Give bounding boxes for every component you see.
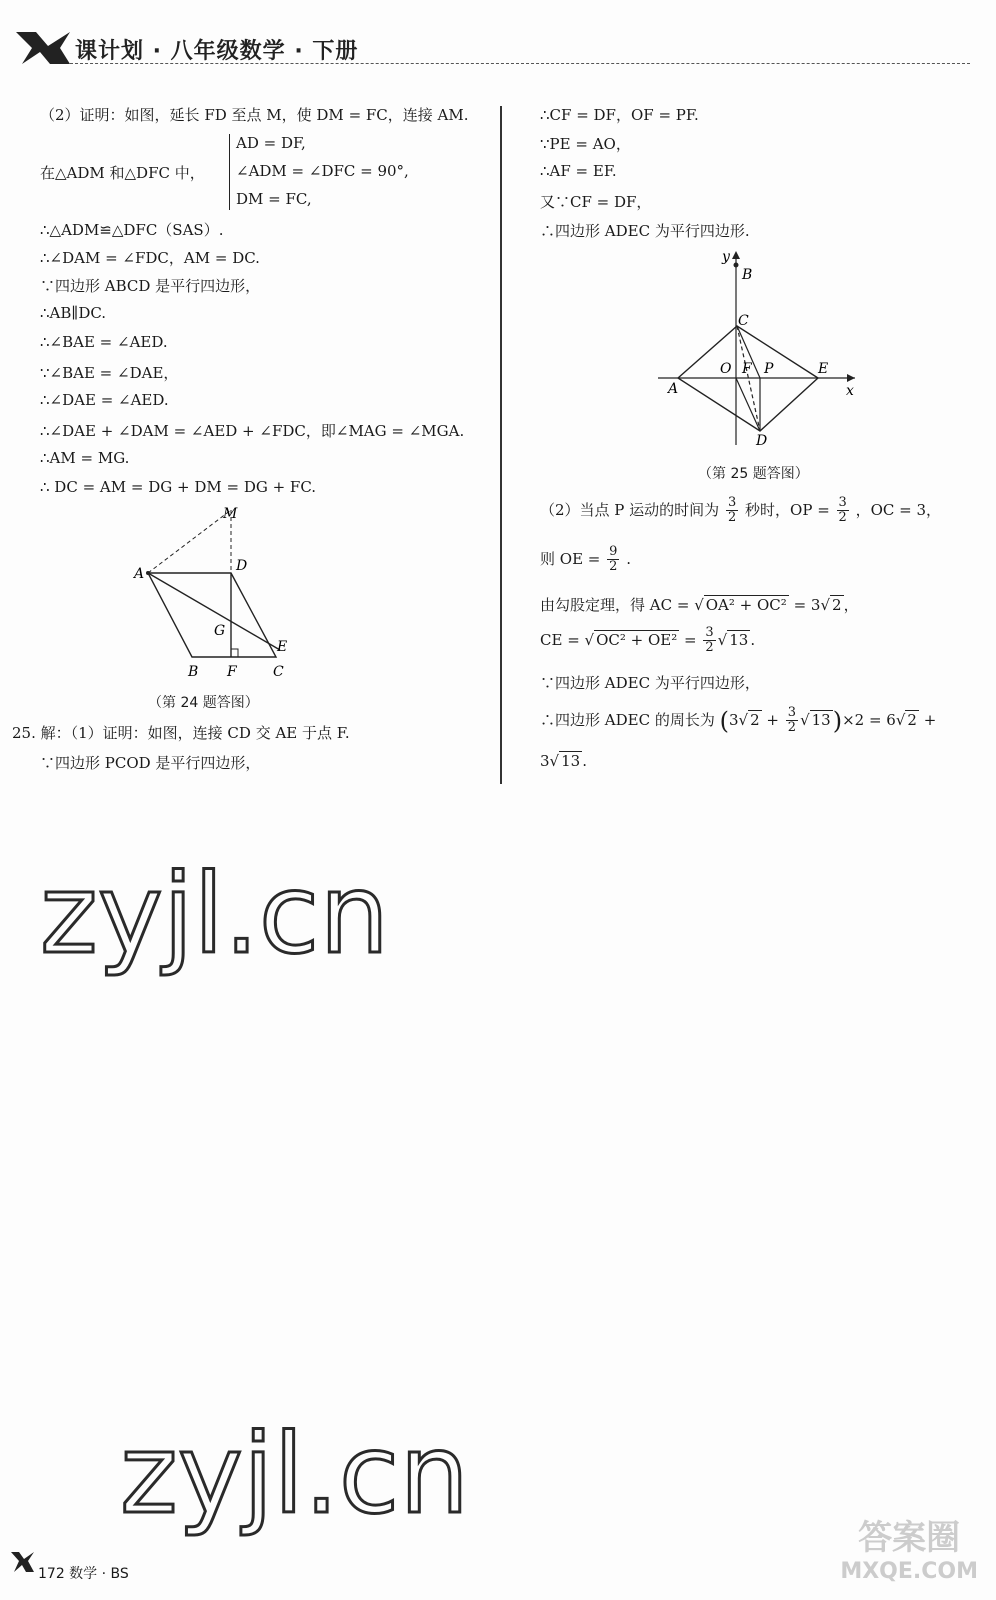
text: （2）当点 P 运动的时间为 <box>540 500 720 519</box>
text: . <box>750 630 756 649</box>
pythagoras-line: 由勾股定理，得 AC = √ OA² + OC² = 3√ 2 ， <box>540 596 859 614</box>
proof-line: ∵∠BAE = ∠DAE， <box>40 364 179 382</box>
text: . <box>582 752 587 770</box>
numerator: 3 <box>838 495 847 510</box>
corner-watermark <box>840 1510 978 1584</box>
fraction-three-halves <box>703 626 715 656</box>
proof-line: ∴AB∥DC. <box>40 304 107 322</box>
label-C: C <box>738 313 749 329</box>
page-header <box>0 0 996 100</box>
text: 秒时，OP = <box>745 500 830 519</box>
book-title: 课计划 · 八年级数学 · 下册 <box>75 39 359 64</box>
label-B: B <box>188 664 199 680</box>
proof-line: ∴四边形 ADEC 为平行四边形. <box>540 222 750 240</box>
figure-25-diagram <box>650 245 870 455</box>
proof-line: ∵四边形 ADEC 为平行四边形， <box>540 674 760 692</box>
question-25-heading: 25. 解：（1）证明：如图，连接 CD 交 AE 于点 F. <box>12 724 350 742</box>
numerator: 9 <box>609 544 618 559</box>
label-M: M <box>223 506 238 522</box>
label-G: G <box>214 623 226 639</box>
text: . <box>626 549 631 568</box>
radicand: OA² + OC² <box>705 596 787 614</box>
denominator: 2 <box>609 559 618 575</box>
proof-line: ∵四边形 PCOD 是平行四边形， <box>40 754 261 772</box>
denominator: 2 <box>838 510 847 526</box>
text: = 3 <box>793 596 821 614</box>
proof-line: ∴CF = DF，OF = PF. <box>540 106 699 124</box>
numerator: 3 <box>727 495 737 510</box>
numerator: 3 <box>787 705 797 720</box>
text: 3 <box>728 710 739 729</box>
page-number: 172 数学 · BS <box>38 1566 129 1582</box>
proof-line: ∴∠BAE = ∠AED. <box>40 333 168 351</box>
label-A: A <box>668 381 679 397</box>
perimeter-line-cont: 3√ 13 . <box>540 752 587 770</box>
radicand: 2 <box>750 710 760 729</box>
label-P: P <box>764 361 774 377</box>
column-divider <box>500 106 502 784</box>
header-divider <box>70 63 970 64</box>
proof-line: ∵四边形 ABCD 是平行四边形， <box>40 277 261 295</box>
label-y: y <box>722 249 730 265</box>
text: 3 <box>540 752 550 770</box>
figure-25-caption: （第 25 题答图） <box>698 466 809 482</box>
text: ×2 = 6 <box>842 710 896 729</box>
numerator: 3 <box>705 625 714 640</box>
text: + <box>923 710 937 729</box>
text: 由勾股定理，得 AC = <box>540 596 690 614</box>
text: ∴四边形 ADEC 的周长为 <box>540 710 715 729</box>
radicand: 13 <box>811 710 831 729</box>
text: + <box>766 710 779 729</box>
radicand: 13 <box>561 752 581 770</box>
paren-open: ( <box>719 706 729 735</box>
proof-line: ∴AM = MG. <box>40 449 130 467</box>
label-F: F <box>742 361 752 377</box>
proof-line: ∴∠DAM = ∠FDC，AM = DC. <box>40 249 260 267</box>
denominator: 2 <box>727 510 737 526</box>
perimeter-line: ∴四边形 ADEC 的周长为 (3√ 2 + $\frac{3}{2}$ √ 13)×2 = 6√ 2 + <box>540 705 937 736</box>
radicand: 13 <box>729 630 749 649</box>
label-B: B <box>742 267 753 283</box>
oe-line <box>540 545 631 575</box>
fraction-three-halves <box>786 706 798 736</box>
label-D: D <box>236 558 248 574</box>
label-D: D <box>756 433 768 449</box>
label-A: A <box>134 566 145 582</box>
label-E: E <box>818 361 829 377</box>
corner-watermark-main: 答案圈 <box>858 1518 961 1558</box>
label-x: x <box>846 383 854 399</box>
figure-24-diagram <box>120 500 320 690</box>
label-E: E <box>277 639 288 655</box>
fraction-three-halves <box>726 496 738 526</box>
proof-line: ∴△ADM≌△DFC（SAS）. <box>40 221 224 239</box>
radicand: 2 <box>832 596 842 614</box>
figure-24-caption: （第 24 题答图） <box>148 695 259 711</box>
footer-logo-icon <box>10 1550 36 1574</box>
radicand: OC² + OE² <box>596 630 678 649</box>
text: ， <box>843 596 859 614</box>
fraction-nine-halves <box>607 545 619 575</box>
condition-2: ∠ADM = ∠DFC = 90°, <box>236 162 409 180</box>
text: ，OC = 3， <box>855 500 942 519</box>
proof-line: ∴AF = EF. <box>540 162 617 180</box>
label-F: F <box>227 664 237 680</box>
corner-watermark-sub: MXQE.COM <box>840 1559 978 1584</box>
proof-line: 在△ADM 和△DFC 中， <box>40 164 205 182</box>
denominator: 2 <box>705 640 714 656</box>
condition-1: AD = DF, <box>236 134 306 152</box>
part-2-line <box>540 496 941 526</box>
proof-line: ∵PE = AO， <box>540 135 631 153</box>
book-logo-icon <box>14 30 74 66</box>
equation-brace <box>229 134 230 210</box>
site-watermark: zyjl.cn <box>40 850 390 978</box>
condition-3: DM = FC, <box>236 190 312 208</box>
text: 则 OE = <box>540 549 601 568</box>
paren-close: ) <box>832 706 843 735</box>
proof-line: ∴ DC = AM = DG + DM = DG + FC. <box>40 478 317 496</box>
label-O: O <box>720 361 732 377</box>
proof-line: ∴∠DAE = ∠AED. <box>40 391 169 409</box>
label-C: C <box>273 664 284 680</box>
proof-line: （2）证明：如图，延长 FD 至点 M，使 DM = FC，连接 AM. <box>40 106 469 124</box>
text: CE = <box>540 630 580 649</box>
site-watermark: zyjl.cn <box>120 1410 470 1538</box>
radicand: 2 <box>907 710 917 729</box>
proof-line: ∴∠DAE + ∠DAM = ∠AED + ∠FDC，即∠MAG = ∠MGA. <box>40 422 465 440</box>
proof-line: 又∵CF = DF， <box>540 193 652 211</box>
denominator: 2 <box>787 720 797 736</box>
fraction-three-halves <box>837 496 849 526</box>
text: = <box>684 630 697 649</box>
ce-line: CE = √ OC² + OE² = $\frac{3}{2}$ √ 13 . <box>540 625 756 656</box>
